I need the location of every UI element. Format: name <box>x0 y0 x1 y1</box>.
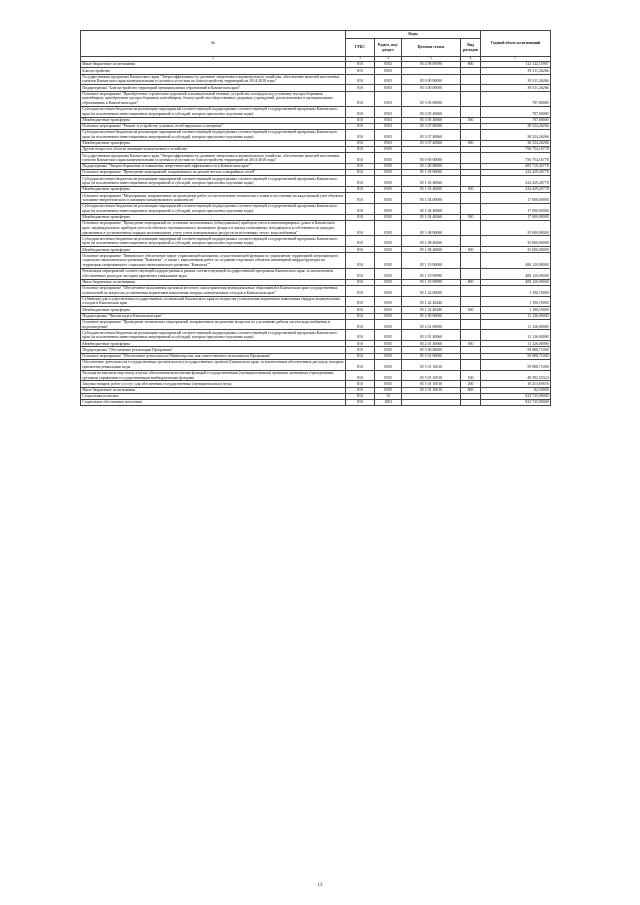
cell-amount: 408 120,00000 <box>481 268 551 279</box>
cell-razdel: 0503 <box>375 123 402 129</box>
cell-celevaya: 05 2 01 40060 <box>402 341 461 347</box>
cell-amount: 82,50000 <box>481 387 551 393</box>
cell-grbs: 810 <box>346 85 375 91</box>
column-number: 2 <box>81 57 346 62</box>
cell-razdel: 0505 <box>375 387 402 393</box>
cell-celevaya: 05 1 03 00000 <box>402 170 461 176</box>
cell-celevaya <box>402 399 461 405</box>
cell-amount: 49 392,55324 <box>481 370 551 381</box>
cell-name: Межбюджетные трансферты <box>81 117 346 123</box>
cell-razdel: 0505 <box>375 268 402 279</box>
cell-grbs: 810 <box>346 253 375 268</box>
table-row <box>81 399 551 405</box>
header-grbs: ГРБС <box>346 39 375 57</box>
cell-razdel: 0505 <box>375 170 402 176</box>
cell-razdel: 0502 <box>375 62 402 68</box>
cell-name: Основное мероприятие "Проведение мероприятий по установке коллективных (общедомовых) приборов учета в многоквартирных домах в Камчатском крае, индивидуальных приборов учета на объектах муниципального жилищного фонда и в жилых помещениях, находящихся в собственности граждан, признанных в установленном порядке малоимущими, учету учета коммунальных ресурсов на источниках тепло- водоснабжения" <box>81 221 346 236</box>
cell-razdel: 0505 <box>375 296 402 307</box>
table-row <box>81 359 551 370</box>
cell-celevaya: 05 5 01 10010 <box>402 359 461 370</box>
cell-name: Субсидии местным бюджетам на реализацию мероприятий соответствующей подпрограммы соответствующей государственной программы Камчатского края (за исключением инвестиционных мероприятий и субсидий, которые прислоены отдельные коды) <box>81 330 346 341</box>
table-row <box>81 193 551 204</box>
cell-grbs: 810 <box>346 153 375 164</box>
cell-name: Благоустройство <box>81 68 346 74</box>
cell-celevaya: 05 1 03 40060 <box>402 176 461 187</box>
cell-grbs: 810 <box>346 393 375 399</box>
cell-celevaya: 05 1 22 00000 <box>402 285 461 296</box>
cell-celevaya: 05 1 04 00000 <box>402 193 461 204</box>
cell-razdel: 0505 <box>375 253 402 268</box>
cell-amount: 35 000,00000 <box>481 247 551 253</box>
cell-celevaya: 05 1 04 40060 <box>402 204 461 215</box>
cell-amount: 685 719,45778 <box>481 163 551 169</box>
cell-grbs: 810 <box>346 68 375 74</box>
cell-razdel: 0505 <box>375 347 402 353</box>
cell-vid <box>461 193 481 204</box>
cell-name: Основное мероприятие "Проведение технических мероприятий, направленных на решение вопросов по улучшению работы систем водоснабжения и водоотведения" <box>81 319 346 330</box>
cell-celevaya: 05 1 03 40060 <box>402 187 461 193</box>
cell-razdel: 0503 <box>375 130 402 141</box>
cell-grbs: 810 <box>346 330 375 341</box>
cell-grbs: 810 <box>346 247 375 253</box>
cell-celevaya: 05 1 04 40060 <box>402 214 461 220</box>
cell-grbs: 810 <box>346 130 375 141</box>
cell-vid <box>461 359 481 370</box>
cell-amount: 923 735,00000 <box>481 393 551 399</box>
cell-amount: 59 888,71000 <box>481 353 551 359</box>
table-header <box>81 31 551 62</box>
cell-name: Социальное обеспечение населения <box>81 399 346 405</box>
table-row <box>81 91 551 106</box>
cell-celevaya: 05 1 22 40440 <box>402 296 461 307</box>
cell-amount: 756 754,16778 <box>481 153 551 164</box>
cell-celevaya: 05 1 19 09990 <box>402 268 461 279</box>
cell-amount: 39 311,26266 <box>481 68 551 74</box>
cell-razdel: 0505 <box>375 163 402 169</box>
cell-vid: 500 <box>461 140 481 146</box>
cell-name: Межбюджетные трансферты <box>81 247 346 253</box>
cell-celevaya: 05 1 00 00000 <box>402 163 461 169</box>
cell-amount: 787,00000 <box>481 91 551 106</box>
cell-celevaya: 05 3 05 40060 <box>402 117 461 123</box>
cell-name: Межбюджетные трансферты <box>81 140 346 146</box>
header-codes: Коды <box>346 31 481 39</box>
cell-amount: 38 524,26266 <box>481 140 551 146</box>
cell-name: Субсидии местным бюджетам на реализацию мероприятий соответствующей подпрограммы соответствующей государственной программы Камчатского края (за исключением инвестиционных мероприятий и субсидий, которые прислоены отдельные коды) <box>81 106 346 117</box>
cell-vid: 200 <box>461 381 481 387</box>
cell-razdel: 0505 <box>375 236 402 247</box>
cell-name: Основное мероприятие "Обеспечение выполнения органами местного самоуправления муниципальных образований в Камчатском крае государственных полномочий по вопросам установления нормативов накопления твердых коммунальных отходов в Камчатском крае" <box>81 285 346 296</box>
column-number: 4 <box>375 57 402 62</box>
cell-vid: 800 <box>461 62 481 68</box>
cell-grbs: 810 <box>346 387 375 393</box>
cell-celevaya: 05 5 01 10010 <box>402 370 461 381</box>
cell-name: Субсидии местным бюджетам на реализацию мероприятий соответствующей подпрограммы соответствующей государственной программы Камчатского края (за исключением инвестиционных мероприятий и субсидий, которые прислоены отдельные коды) <box>81 236 346 247</box>
cell-name: Субсидии местным бюджетам на реализацию мероприятий соответствующей подпрограммы соответствующей государственной программы Камчатского края (за исключением инвестиционных мероприятий и субсидий, которые прислоены отдельные коды) <box>81 176 346 187</box>
cell-celevaya: 05 2 01 40060 <box>402 330 461 341</box>
page-number: 13 <box>317 883 323 888</box>
cell-razdel: 0505 <box>375 370 402 381</box>
cell-grbs: 810 <box>346 268 375 279</box>
header-amount: Годовой объем ассигнований <box>481 31 551 57</box>
cell-razdel: 0505 <box>375 204 402 215</box>
cell-grbs: 810 <box>346 370 375 381</box>
table-row <box>81 106 551 117</box>
cell-grbs: 810 <box>346 341 375 347</box>
cell-celevaya: 05 1 19 09990 <box>402 279 461 285</box>
column-number: 7 <box>481 57 551 62</box>
header-vid: Вид расходов <box>461 39 481 57</box>
cell-name: Основное мероприятие "Финансовое обеспечение затрат управляющей компании, осуществляющей функции по управлению территорией опережающего социально-экономического развития "Камчатка", а также с выполнением работ по созданию отдельных объектов инженерной инфраструктуры на территории опережающего социально-экономического развития "Камчатка"" <box>81 253 346 268</box>
cell-razdel: 0503 <box>375 140 402 146</box>
cell-razdel: 0505 <box>375 221 402 236</box>
cell-celevaya: 05 2 09 09590 <box>402 62 461 68</box>
cell-celevaya: 05 5 00 00000 <box>402 347 461 353</box>
cell-grbs: 810 <box>346 193 375 204</box>
table-row <box>81 176 551 187</box>
cell-amount: 1 190,19000 <box>481 307 551 313</box>
cell-grbs: 810 <box>346 62 375 68</box>
cell-name: Иные бюджетные ассигнования <box>81 62 346 68</box>
document-page <box>80 30 550 406</box>
cell-celevaya: 05 5 01 00000 <box>402 353 461 359</box>
cell-amount: 38 524,26266 <box>481 130 551 141</box>
cell-name: Основное мероприятие "Приобретение строительно-дорожной и коммунальной техники, устройство площадок под установку мусоросборников, контейнеров, приобретение мусоросборников, контейнеров, благоустройство общественных дворовых учреждений, расположенных в муниципальных образованиях в Камчатском крае" <box>81 91 346 106</box>
cell-celevaya: 05 5 01 10010 <box>402 387 461 393</box>
cell-razdel: 0505 <box>375 187 402 193</box>
cell-amount: 59 888,71000 <box>481 359 551 370</box>
cell-amount: 1 190,19000 <box>481 296 551 307</box>
cell-vid <box>461 106 481 117</box>
cell-grbs: 810 <box>346 74 375 85</box>
cell-grbs: 810 <box>346 236 375 247</box>
cell-razdel: 0505 <box>375 359 402 370</box>
column-number: 6 <box>461 57 481 62</box>
cell-vid <box>461 330 481 341</box>
cell-amount: 10 413,65676 <box>481 381 551 387</box>
cell-amount: 408 120,00000 <box>481 253 551 268</box>
table-row <box>81 253 551 268</box>
cell-grbs: 810 <box>346 176 375 187</box>
cell-vid: 800 <box>461 279 481 285</box>
cell-name: Основное мероприятие "Мероприятия, направленные на проведение работ по изготовлению технического плана и постановке на кадастровый учет объектов топливно-энергетического и жилищно-коммунального комплексов" <box>81 193 346 204</box>
cell-vid <box>461 221 481 236</box>
cell-name: Иные бюджетные ассигнования <box>81 387 346 393</box>
cell-razdel: 0505 <box>375 279 402 285</box>
table-row <box>81 130 551 141</box>
cell-amount: 224 429,26778 <box>481 187 551 193</box>
cell-name: Реализация мероприятий соответствующей подпрограммы в рамках соответствующей государственной программы Камчатского края, за исключением обеспеченных расходов, которым присвоены уникальные коды <box>81 268 346 279</box>
cell-amount: 17 000,00000 <box>481 214 551 220</box>
cell-grbs: 810 <box>346 296 375 307</box>
cell-name: Субсидии местным бюджетам на реализацию мероприятий соответствующей подпрограммы соответствующей государственной программы Камчатского края (за исключением инвестиционных мероприятий и субсидий, которые прислоены отдельные коды) <box>81 130 346 141</box>
cell-celevaya: 05 2 00 00000 <box>402 313 461 319</box>
cell-name: Подпрограмма "Обеспечение реализации Программы" <box>81 347 346 353</box>
cell-vid: 800 <box>461 387 481 393</box>
cell-celevaya: 05 1 19 00000 <box>402 253 461 268</box>
cell-grbs: 810 <box>346 140 375 146</box>
cell-grbs: 810 <box>346 204 375 215</box>
cell-grbs: 810 <box>346 123 375 129</box>
column-number: 3 <box>346 57 375 62</box>
cell-grbs: 810 <box>346 319 375 330</box>
cell-razdel: 0505 <box>375 214 402 220</box>
cell-celevaya: 05 5 01 10010 <box>402 381 461 387</box>
cell-razdel: 0505 <box>375 307 402 313</box>
cell-vid <box>461 91 481 106</box>
cell-razdel: 0503 <box>375 91 402 106</box>
cell-amount: 35 000,00000 <box>481 236 551 247</box>
cell-name: Другие вопросы в области жилищно-коммунального хозяйства <box>81 147 346 153</box>
cell-amount: 59 888,71000 <box>481 347 551 353</box>
cell-razdel: 0503 <box>375 106 402 117</box>
cell-name: Иные бюджетные ассигнования <box>81 279 346 285</box>
table-row <box>81 330 551 341</box>
cell-razdel: 0505 <box>375 153 402 164</box>
cell-name: Государственная программа Камчатского края "Энергоэффективность, развитие энергетики и коммунального хозяйства, обеспечение жителей населенных пунктов Камчатского края коммунальными услугами и услугами по благоустройству территорий на 2014-2018 годы" <box>81 74 346 85</box>
table-row <box>81 285 551 296</box>
table-row <box>81 74 551 85</box>
table-row <box>81 236 551 247</box>
cell-amount: 39 311,26266 <box>481 74 551 85</box>
cell-amount: 224 429,26778 <box>481 170 551 176</box>
cell-amount: 1 190,19000 <box>481 285 551 296</box>
cell-vid: 500 <box>461 341 481 347</box>
cell-name: Субвенции для осуществления государственных полномочий Камчатского края по вопросам установления нормативов накопления твердых коммунальных отходов в Камчатском крае <box>81 296 346 307</box>
cell-vid <box>461 204 481 215</box>
cell-name: Межбюджетные трансферты <box>81 307 346 313</box>
cell-celevaya: 05 3 05 00000 <box>402 91 461 106</box>
cell-razdel: 0505 <box>375 319 402 330</box>
budget-table <box>80 30 551 406</box>
cell-celevaya: 05 3 07 00000 <box>402 123 461 129</box>
table-row <box>81 268 551 279</box>
cell-vid <box>461 236 481 247</box>
cell-name: Обеспечение деятельности государственных органов власти (государственных органов) Камчатского края, за исключением обеспеченных расходов, которым присвоены уникальные коды <box>81 359 346 370</box>
cell-amount: 11 126,00000 <box>481 341 551 347</box>
cell-name: Подпрограмма "Благоустройство территорий муниципальных образований в Камчатском крае" <box>81 85 346 91</box>
cell-razdel: 10 <box>375 393 402 399</box>
cell-grbs: 810 <box>346 313 375 319</box>
cell-grbs: 810 <box>346 117 375 123</box>
cell-vid: 500 <box>461 247 481 253</box>
cell-vid <box>461 285 481 296</box>
cell-grbs: 810 <box>346 170 375 176</box>
cell-celevaya: 05 1 22 40440 <box>402 307 461 313</box>
cell-grbs: 810 <box>346 359 375 370</box>
cell-celevaya: 05 0 00 00000 <box>402 153 461 164</box>
cell-vid <box>461 253 481 268</box>
cell-amount: 17 000,00000 <box>481 193 551 204</box>
cell-grbs: 810 <box>346 353 375 359</box>
cell-grbs: 810 <box>346 399 375 405</box>
cell-grbs: 810 <box>346 147 375 153</box>
cell-grbs: 810 <box>346 187 375 193</box>
cell-grbs: 810 <box>346 381 375 387</box>
table-row <box>81 370 551 381</box>
cell-name: Основное мероприятие "Проведение мероприятий, направленных на ремонт ветхих и аварийных сетей" <box>81 170 346 176</box>
cell-vid <box>461 153 481 164</box>
cell-amount: 112 142,15967 <box>481 62 551 68</box>
cell-grbs: 810 <box>346 91 375 106</box>
cell-grbs: 810 <box>346 347 375 353</box>
cell-razdel: 0505 <box>375 285 402 296</box>
table-body <box>81 62 551 406</box>
cell-razdel: 0505 <box>375 147 402 153</box>
cell-razdel: 0505 <box>375 193 402 204</box>
cell-celevaya: 05 1 08 40060 <box>402 247 461 253</box>
cell-razdel: 0505 <box>375 341 402 347</box>
table-row <box>81 319 551 330</box>
cell-amount: 408 120,00000 <box>481 279 551 285</box>
cell-vid <box>461 296 481 307</box>
cell-amount: 35 000,00000 <box>481 221 551 236</box>
cell-amount: 11 126,00000 <box>481 313 551 319</box>
cell-razdel: 0505 <box>375 353 402 359</box>
cell-amount: 38 524,26266 <box>481 123 551 129</box>
cell-amount: 17 000,00000 <box>481 204 551 215</box>
cell-vid <box>461 399 481 405</box>
cell-name: Подпрограмма "Энергосбережение и повышение энергетической эффективности в Камчатском крае" <box>81 163 346 169</box>
cell-razdel: 0505 <box>375 247 402 253</box>
cell-razdel: 0505 <box>375 381 402 387</box>
cell-vid <box>461 130 481 141</box>
cell-celevaya: 05 3 00 00000 <box>402 85 461 91</box>
cell-grbs: 810 <box>346 214 375 220</box>
table-row <box>81 153 551 164</box>
cell-razdel: 0503 <box>375 85 402 91</box>
cell-vid: 500 <box>461 307 481 313</box>
cell-vid: 100 <box>461 370 481 381</box>
cell-name: Субсидии местным бюджетам на реализацию мероприятий соответствующей подпрограммы соответствующей государственной программы Камчатского края (за исключением инвестиционных мероприятий и субсидий, которые прислоены отдельные коды) <box>81 204 346 215</box>
cell-grbs: 810 <box>346 285 375 296</box>
cell-razdel: 1003 <box>375 399 402 405</box>
cell-grbs: 810 <box>346 106 375 117</box>
cell-name: Основное мероприятие "Обеспечение деятельности Министерства, как ответственного исполнителя Программы" <box>81 353 346 359</box>
cell-name: Государственная программа Камчатского края "Энергоэффективность, развитие энергетики и коммунального хозяйства, обеспечение жителей населенных пунктов Камчатского края коммунальными услугами и услугами по благоустройству территорий на 2014-2018 годы" <box>81 153 346 164</box>
cell-razdel: 0503 <box>375 117 402 123</box>
cell-vid: 500 <box>461 187 481 193</box>
cell-celevaya: 05 3 07 40060 <box>402 140 461 146</box>
column-number: 5 <box>402 57 461 62</box>
cell-vid: 500 <box>461 214 481 220</box>
cell-name: Межбюджетные трансферты <box>81 187 346 193</box>
cell-razdel: 0503 <box>375 68 402 74</box>
cell-razdel: 0505 <box>375 176 402 187</box>
cell-celevaya: 05 3 05 40060 <box>402 106 461 117</box>
cell-name: Подпрограмма "Чистая вода в Камчатском крае" <box>81 313 346 319</box>
table-row <box>81 204 551 215</box>
table-row <box>81 296 551 307</box>
cell-grbs: 810 <box>346 163 375 169</box>
cell-vid <box>461 74 481 85</box>
cell-name: Основное мероприятие "Ремонт и устройство уличных сетей наружного освещения" <box>81 123 346 129</box>
cell-grbs: 810 <box>346 279 375 285</box>
cell-amount: 756 754,16778 <box>481 147 551 153</box>
cell-amount: 39 311,26266 <box>481 85 551 91</box>
cell-razdel: 0505 <box>375 313 402 319</box>
cell-celevaya: 05 1 08 40060 <box>402 236 461 247</box>
cell-razdel: 0505 <box>375 330 402 341</box>
header-razdel: Раздел, под-раздел <box>375 39 402 57</box>
cell-amount: 923 735,00000 <box>481 399 551 405</box>
cell-celevaya: 05 0 00 00000 <box>402 74 461 85</box>
cell-name: Межбюджетные трансферты <box>81 341 346 347</box>
cell-celevaya: 05 1 08 00000 <box>402 221 461 236</box>
header-celevaya: Целевая статья <box>402 39 461 57</box>
cell-amount: 11 126,00000 <box>481 319 551 330</box>
cell-amount: 11 126,00000 <box>481 330 551 341</box>
cell-grbs: 810 <box>346 307 375 313</box>
cell-grbs: 810 <box>346 221 375 236</box>
cell-celevaya: 05 3 07 40060 <box>402 130 461 141</box>
cell-amount: 787,00000 <box>481 106 551 117</box>
cell-celevaya: 05 2 01 00000 <box>402 319 461 330</box>
cell-vid <box>461 268 481 279</box>
cell-amount: 224 429,26778 <box>481 176 551 187</box>
cell-name: Расходы на выплаты персоналу в целях обеспечения выполнения функций государственными (муниципальными) органами, казенными учреждениями, органами управления государственными внебюджетными фондами <box>81 370 346 381</box>
cell-name: Закупка товаров, работ и услуг для обеспечения государственных (муниципальных) нужд <box>81 381 346 387</box>
table-row <box>81 221 551 236</box>
cell-vid <box>461 319 481 330</box>
cell-amount: 787,00000 <box>481 117 551 123</box>
cell-name: Межбюджетные трансферты <box>81 214 346 220</box>
cell-vid: 500 <box>461 117 481 123</box>
cell-vid <box>461 176 481 187</box>
cell-razdel: 0503 <box>375 74 402 85</box>
header-num: № <box>81 31 346 57</box>
cell-name: Социальная политика <box>81 393 346 399</box>
